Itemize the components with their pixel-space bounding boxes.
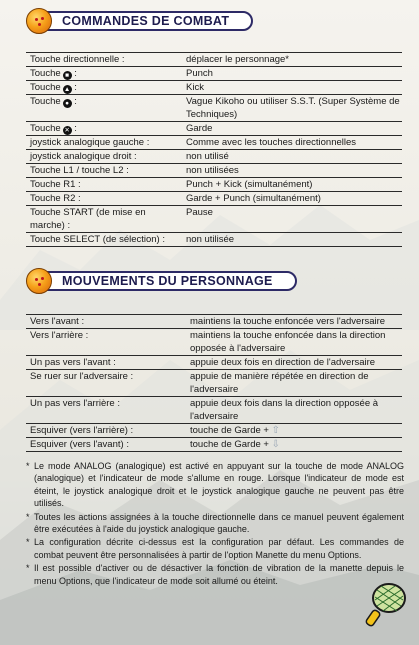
note-item: * La configuration décrite ci-dessus est la configuration par défaut. Les commandes de combat peuvent être personnalisées à partir de l'option Manette du menu Options.: [26, 536, 404, 561]
controls-row: [26, 122, 402, 136]
control-key: Touche START (de mise en marche) :: [26, 206, 182, 233]
button-glyph-icon: ▲: [63, 86, 71, 93]
moves-row: [26, 424, 402, 438]
moves-row: [26, 397, 402, 424]
controls-row: [26, 136, 402, 150]
controls-table: [26, 52, 402, 247]
control-key: joystick analogique gauche :: [26, 136, 182, 150]
move-name: Se ruer sur l'adversaire :: [26, 370, 180, 397]
section-title: MOUVEMENTS DU PERSONNAGE: [44, 271, 297, 291]
control-key: Touche ■ :: [26, 67, 182, 81]
control-action: Pause: [182, 206, 402, 233]
control-key: Touche ✕ :: [26, 122, 182, 136]
control-key: Touche ● :: [26, 95, 182, 122]
control-action: Garde + Punch (simultanément): [182, 192, 402, 206]
control-key: Touche SELECT (de sélection) :: [26, 233, 182, 247]
control-key: Touche ▲ :: [26, 81, 182, 95]
move-input: touche de Garde + ⇩: [180, 438, 402, 452]
control-key: Touche L1 / touche L2 :: [26, 164, 182, 178]
racket-icon: [365, 580, 409, 628]
control-action: Punch + Kick (simultanément): [182, 178, 402, 192]
control-action: non utilisées: [182, 164, 402, 178]
button-glyph-icon: ✕: [64, 127, 70, 134]
section-title: COMMANDES DE COMBAT: [44, 11, 253, 31]
section-header-moves: [26, 268, 297, 294]
moves-row: [26, 315, 402, 329]
move-input: appuie de manière répétée en direction de l'adversaire: [180, 370, 402, 397]
dragon-ball-icon: [26, 268, 52, 294]
moves-row: [26, 370, 402, 397]
control-action: non utilisée: [182, 233, 402, 247]
moves-table: [26, 314, 402, 452]
note-item: * Le mode ANALOG (analogique) est activé en appuyant sur la touche de mode ANALOG (analogique) et l'indicateur de mode s'allume en rouge. Lorsque l'indicateur de mode est éteint, le joystick analogique droit et le joystick analogique gauche ne peuvent pas être utilisés.: [26, 460, 404, 510]
control-key: Touche R1 :: [26, 178, 182, 192]
move-name: Esquiver (vers l'arrière) :: [26, 424, 180, 438]
controls-row: [26, 206, 402, 233]
controls-row: [26, 178, 402, 192]
control-action: Kick: [182, 81, 402, 95]
move-name: Esquiver (vers l'avant) :: [26, 438, 180, 452]
control-action: Vague Kikoho ou utiliser S.S.T. (Super Système de Techniques): [182, 95, 402, 122]
controls-row: [26, 233, 402, 247]
note-item: * Toutes les actions assignées à la touche directionnelle dans ce manuel peuvent également être exécutées à l'aide du joystick analogique gauche.: [26, 511, 404, 536]
move-input: maintiens la touche enfoncée dans la direction opposée à l'adversaire: [180, 329, 402, 356]
control-key: Touche directionnelle :: [26, 53, 182, 67]
moves-row: [26, 356, 402, 370]
note-item: * Il est possible d'activer ou de désactiver la fonction de vibration de la manette depuis le menu Options, que l'indicateur de mode soit allumé ou éteint.: [26, 562, 404, 587]
move-name: Vers l'arrière :: [26, 329, 180, 356]
move-name: Vers l'avant :: [26, 315, 180, 329]
move-input: appuie deux fois en direction de l'adversaire: [180, 356, 402, 370]
move-name: Un pas vers l'arrière :: [26, 397, 180, 424]
direction-arrow-icon: ⇧: [271, 425, 280, 436]
control-action: Comme avec les touches directionnelles: [182, 136, 402, 150]
moves-row: [26, 438, 402, 452]
move-input: appuie deux fois dans la direction opposée à l'adversaire: [180, 397, 402, 424]
control-action: déplacer le personnage*: [182, 53, 402, 67]
controls-row: [26, 53, 402, 67]
move-name: Un pas vers l'avant :: [26, 356, 180, 370]
section-header-combat: [26, 8, 253, 34]
controls-row: [26, 164, 402, 178]
move-input: touche de Garde + ⇧: [180, 424, 402, 438]
button-glyph-icon: ■: [63, 71, 72, 80]
controls-row: [26, 81, 402, 95]
control-action: Punch: [182, 67, 402, 81]
control-action: non utilisé: [182, 150, 402, 164]
dragon-ball-icon: [26, 8, 52, 34]
controls-row: [26, 67, 402, 81]
move-input: maintiens la touche enfoncée vers l'adversaire: [180, 315, 402, 329]
control-action: Garde: [182, 122, 402, 136]
direction-arrow-icon: ⇩: [271, 439, 280, 450]
controls-row: [26, 192, 402, 206]
control-key: joystick analogique droit :: [26, 150, 182, 164]
control-key: Touche R2 :: [26, 192, 182, 206]
controls-row: [26, 95, 402, 122]
notes-list: [26, 460, 404, 588]
button-glyph-icon: ●: [63, 99, 72, 108]
moves-row: [26, 329, 402, 356]
controls-row: [26, 150, 402, 164]
